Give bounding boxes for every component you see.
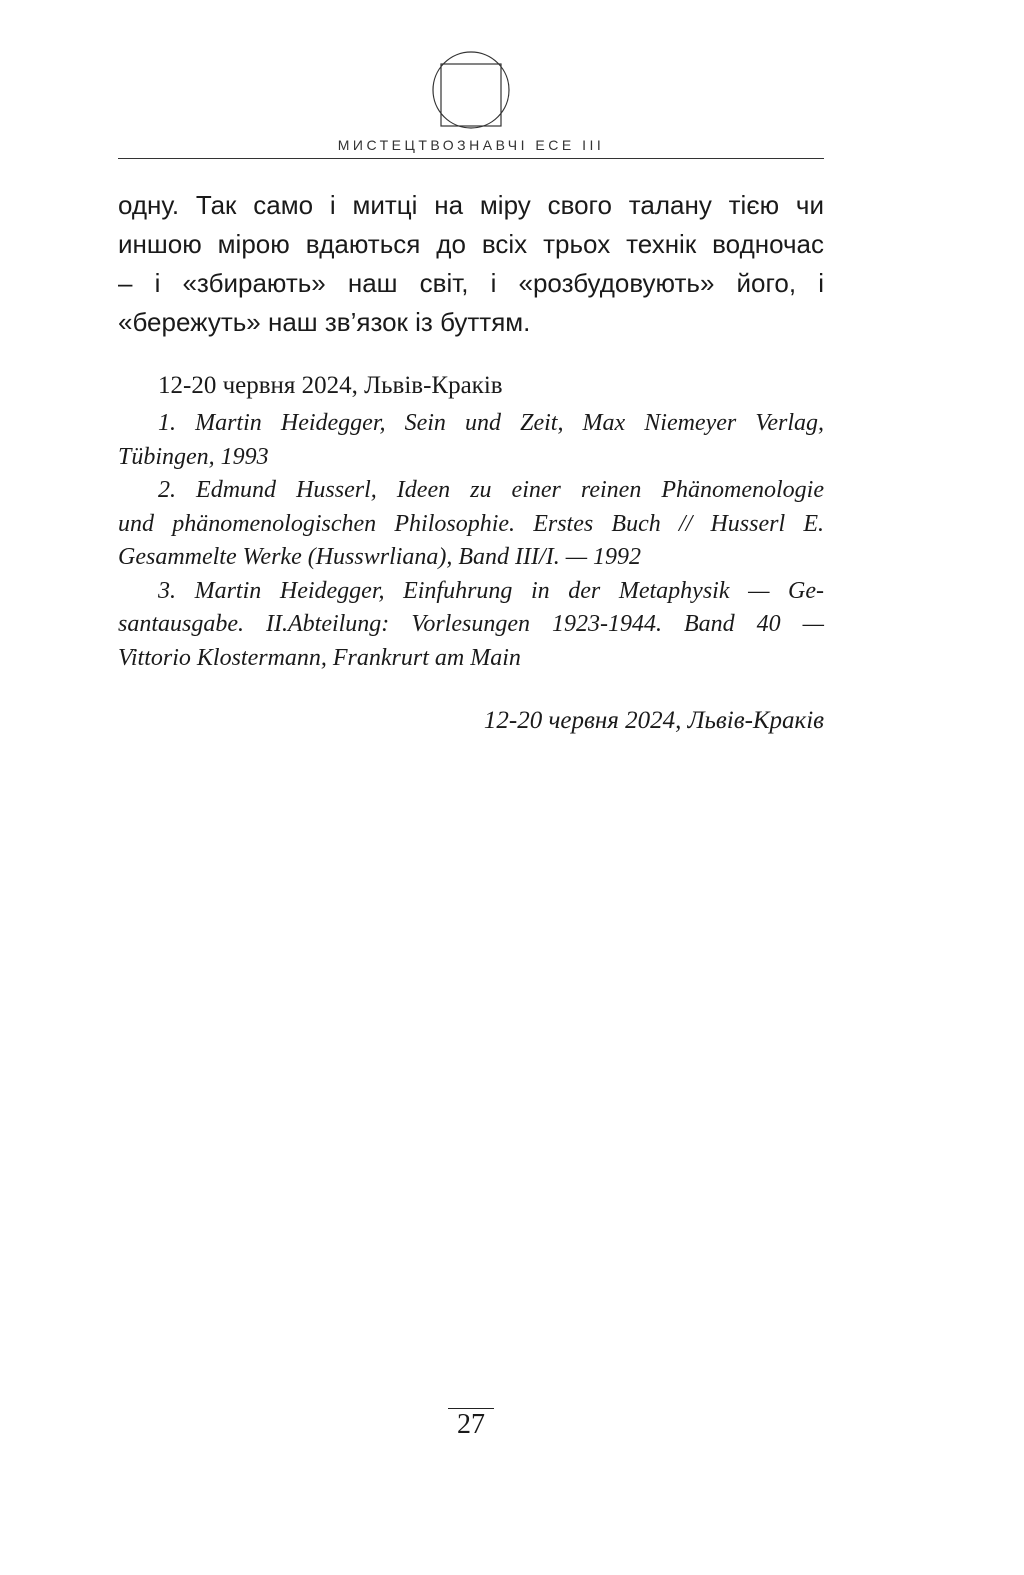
body-paragraph — [118, 186, 824, 342]
page-number: 27 — [448, 1408, 494, 1441]
reference-line: Gesammelte Werke (Husswrliana), Band III/I. — 1992 — [118, 544, 642, 570]
body-line: иншою мірою вдаються до всіх трьох технік водночас — [118, 229, 824, 259]
reference-line: 3. Martin Heidegger, Einfuhrung in der Metaphysik — Ge- — [158, 577, 824, 604]
date-line: 12-20 червня 2024, Львів-Краків — [158, 372, 503, 399]
reference-line: 2. Edmund Husserl, Ideen zu einer reinen Phänomenologie — [158, 477, 824, 503]
reference-line: 1. Martin Heidegger, Sein und Zeit, Max Niemeyer Verlag, — [158, 410, 824, 436]
reference-item — [118, 575, 824, 676]
reference-line: Vittorio Klostermann, Frankrurt am Main — [118, 644, 521, 671]
body-line: – і «збирають» наш світ, і «розбудовують» його, і — [118, 268, 824, 298]
reference-line: Tübingen, 1993 — [118, 443, 269, 470]
reference-item — [118, 474, 824, 575]
running-head: МИСТЕЦТВОЗНАВЧІ ЕСЕ III — [337, 137, 605, 153]
body-line: одну. Так само і митці на міру свого талану тією чи — [118, 190, 824, 220]
reference-line: und phänomenologischen Philosophie. Erstes Buch // Husserl E. — [118, 510, 824, 537]
header-rule — [118, 158, 824, 159]
body-line: «бережуть» наш зв’язок із буттям. — [118, 307, 531, 337]
circle-square-logo — [431, 50, 511, 130]
references-list — [118, 407, 824, 675]
closing-date: 12-20 червня 2024, Львів-Краків — [483, 707, 824, 734]
reference-line: santausgabe. II.Abteilung: Vorlesungen 1923-1944. Band 40 — — [118, 611, 824, 637]
reference-item — [118, 407, 824, 474]
